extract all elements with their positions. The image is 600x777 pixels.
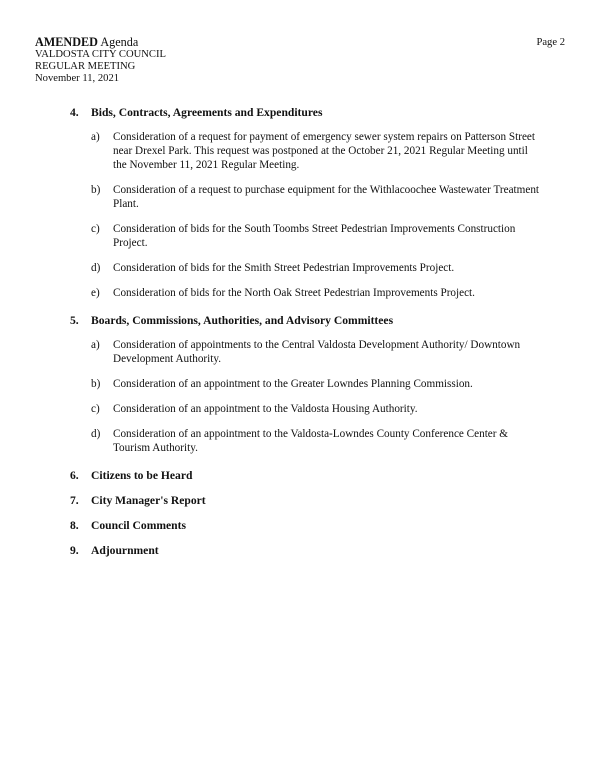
section-items [70, 338, 540, 455]
item-letter: a) [91, 131, 100, 143]
section-heading [70, 544, 540, 558]
list-item [70, 402, 540, 416]
section-title: Boards, Commissions, Authorities, and Advisory Committees [91, 314, 394, 327]
section-4 [70, 106, 540, 300]
item-letter: d) [91, 262, 101, 274]
list-item [70, 261, 540, 275]
item-letter: e) [91, 287, 100, 299]
list-item [70, 377, 540, 391]
section-5 [70, 314, 540, 455]
item-letter: c) [91, 403, 100, 415]
section-title: City Manager's Report [91, 494, 206, 507]
section-heading [70, 494, 540, 508]
item-letter: a) [91, 339, 100, 351]
list-item [70, 222, 540, 250]
header-title [35, 36, 166, 49]
item-letter: b) [91, 378, 101, 390]
section-heading [70, 519, 540, 533]
item-text: Consideration of a request for payment of emergency sewer system repairs on Patterson Street near Drexel Park. This request was postponed at the October 21, 2021 Regular Meeting until the November 11, 2021 Regular Meeting. [113, 131, 535, 171]
agenda-content [70, 106, 540, 569]
section-9 [70, 544, 540, 558]
item-text: Consideration of bids for the South Toombs Street Pedestrian Improvements Construction Project. [113, 223, 516, 249]
document-header [35, 36, 166, 86]
list-item [70, 427, 540, 455]
item-text: Consideration of an appointment to the Greater Lowndes Planning Commission. [113, 378, 473, 390]
item-letter: d) [91, 428, 101, 440]
item-text: Consideration of an appointment to the Valdosta-Lowndes County Conference Center & Tourism Authority. [113, 428, 508, 454]
section-items [70, 130, 540, 300]
section-number: 6. [70, 469, 79, 482]
agenda-label: Agenda [100, 35, 139, 49]
section-title: Bids, Contracts, Agreements and Expenditures [91, 106, 323, 119]
item-text: Consideration of bids for the North Oak Street Pedestrian Improvements Project. [113, 287, 475, 299]
section-6 [70, 469, 540, 483]
section-title: Adjournment [91, 544, 159, 557]
section-number: 8. [70, 519, 79, 532]
section-7 [70, 494, 540, 508]
section-title: Citizens to be Heard [91, 469, 193, 482]
meeting-type: REGULAR MEETING [35, 61, 136, 73]
amended-label: AMENDED [35, 35, 98, 49]
item-text: Consideration of a request to purchase equipment for the Withlacoochee Wastewater Treatment Plant. [113, 184, 540, 210]
section-number: 5. [70, 314, 79, 327]
item-letter: c) [91, 223, 100, 235]
section-title: Council Comments [91, 519, 187, 532]
section-heading [70, 469, 540, 483]
section-number: 4. [70, 106, 79, 119]
list-item [70, 286, 540, 300]
item-letter: b) [91, 184, 101, 196]
meeting-date: November 11, 2021 [35, 73, 120, 85]
list-item [70, 130, 540, 172]
section-number: 9. [70, 544, 79, 557]
section-heading [70, 106, 540, 120]
list-item [70, 183, 540, 211]
section-heading [70, 314, 540, 328]
section-8 [70, 519, 540, 533]
item-text: Consideration of bids for the Smith Street Pedestrian Improvements Project. [113, 262, 455, 274]
list-item [70, 338, 540, 366]
item-text: Consideration of appointments to the Central Valdosta Development Authority/ Downtown Development Authority. [113, 339, 521, 365]
council-name: VALDOSTA CITY COUNCIL [35, 49, 166, 60]
section-number: 7. [70, 494, 79, 507]
page-number: Page 2 [536, 37, 565, 48]
item-text: Consideration of an appointment to the Valdosta Housing Authority. [113, 403, 418, 415]
